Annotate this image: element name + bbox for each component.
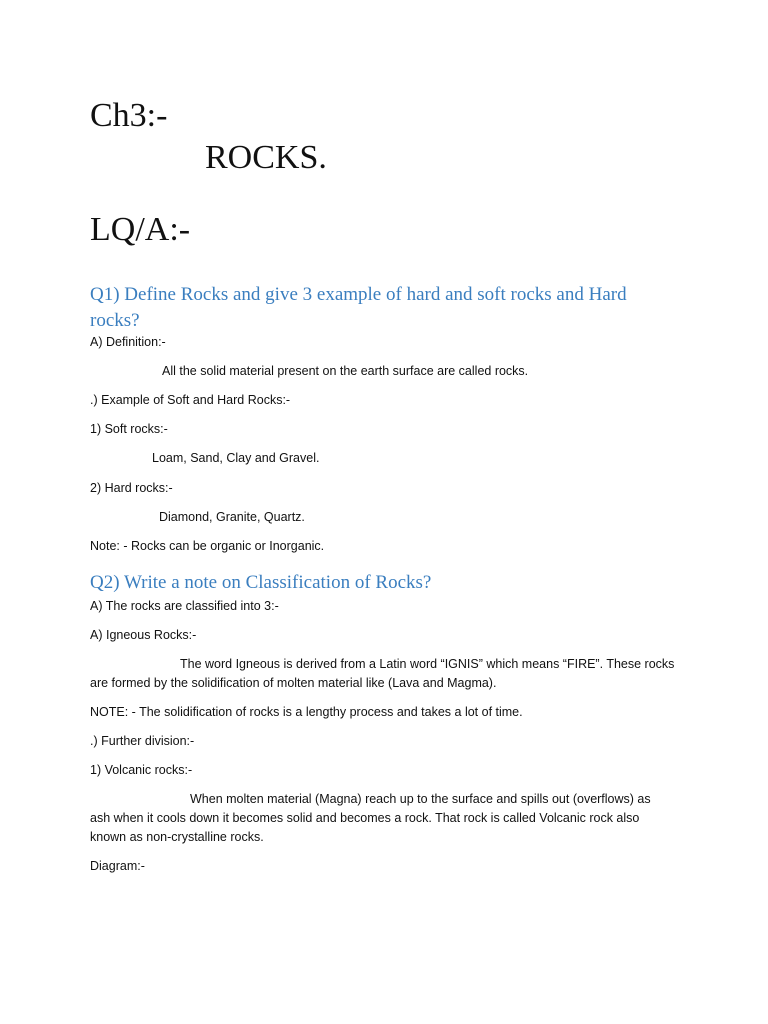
q1-note: Note: - Rocks can be organic or Inorganic.	[90, 539, 325, 553]
q2-igneous-label: A) Igneous Rocks:-	[90, 628, 197, 642]
q1-definition: All the solid material present on the earth surface are called rocks.	[162, 364, 529, 378]
chapter-title: ROCKS.	[205, 139, 327, 176]
q1-question-line2: rocks?	[90, 310, 140, 331]
q2-volcanic-line3: known as non-crystalline rocks.	[90, 830, 264, 844]
q1-example-heading: .) Example of Soft and Hard Rocks:-	[90, 393, 291, 407]
q2-further-division: .) Further division:-	[90, 734, 195, 748]
q2-diagram-label: Diagram:-	[90, 859, 145, 873]
q2-volcanic-label: 1) Volcanic rocks:-	[90, 763, 193, 777]
chapter-label: Ch3:-	[90, 97, 168, 134]
q2-volcanic-line1: When molten material (Magna) reach up to the surface and spills out (overflows) as	[190, 792, 651, 806]
q1-soft-examples: Loam, Sand, Clay and Gravel.	[152, 451, 320, 465]
q2-igneous-line2: are formed by the solidification of molten material like (Lava and Magma).	[90, 676, 497, 690]
q1-hard-label: 2) Hard rocks:-	[90, 481, 173, 495]
q2-igneous-line1: The word Igneous is derived from a Latin word “IGNIS” which means “FIRE”. These rocks	[180, 657, 675, 671]
q1-hard-examples: Diamond, Granite, Quartz.	[159, 510, 305, 524]
q1-question-line1: Q1) Define Rocks and give 3 example of hard and soft rocks and Hard	[90, 284, 627, 305]
section-heading: LQ/A:-	[90, 211, 191, 248]
q1-answer-label: A) Definition:-	[90, 335, 166, 349]
q2-volcanic-line2: ash when it cools down it becomes solid and becomes a rock. That rock is called Volcanic rock also	[90, 811, 640, 825]
q1-soft-label: 1) Soft rocks:-	[90, 422, 168, 436]
q2-question: Q2) Write a note on Classification of Rocks?	[90, 572, 432, 593]
q2-note: NOTE: - The solidification of rocks is a lengthy process and takes a lot of time.	[90, 705, 523, 719]
q2-answer-intro: A) The rocks are classified into 3:-	[90, 599, 279, 613]
